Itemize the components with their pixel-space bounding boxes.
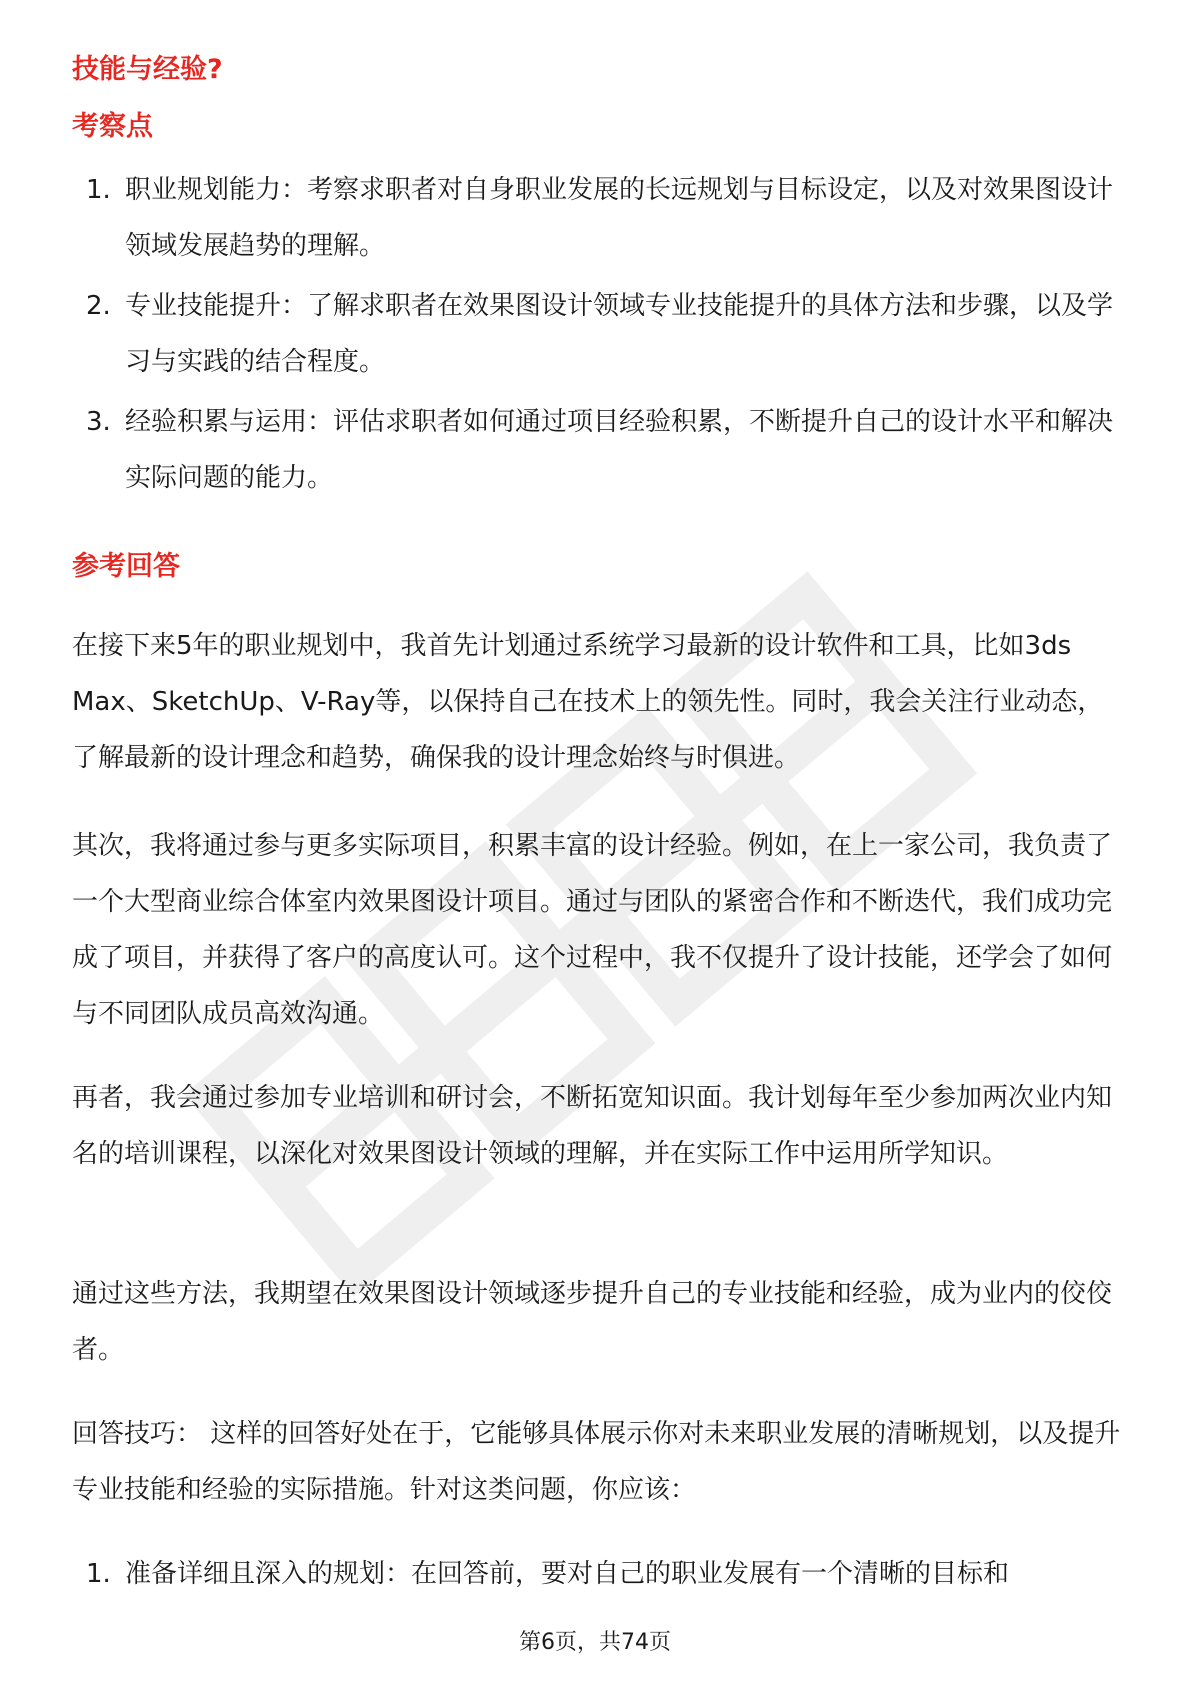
list-item: [72, 162, 1122, 274]
list-item: [72, 278, 1122, 390]
list-item: [72, 394, 1122, 506]
answer-heading: 参考回答: [72, 551, 180, 582]
points-list: [72, 162, 1122, 510]
list-number: 1.: [86, 1559, 111, 1589]
list-text: 准备详细且深入的规划：在回答前，要对自己的职业发展有一个清晰的目标和: [125, 1559, 1010, 1589]
list-text: 专业技能提升：了解求职者在效果图设计领域专业技能提升的具体方法和步骤，以及学习与实践的结合程度。: [125, 291, 1114, 377]
answer-paragraph: 在接下来5年的职业规划中，我首先计划通过系统学习最新的设计软件和工具，比如3ds Max、SketchUp、V-Ray等，以保持自己在技术上的领先性。同时，我会关注行业动态，了解最新的设计理念和趋势，确保我的设计理念始终与时俱进。: [72, 631, 1104, 773]
answer-paragraph: 其次，我将通过参与更多实际项目，积累丰富的设计经验。例如，在上一家公司，我负责了一个大型商业综合体室内效果图设计项目。通过与团队的紧密合作和不断迭代，我们成功完成了项目，并获得了客户的高度认可。这个过程中，我不仅提升了设计技能，还学会了如何与不同团队成员高效沟通。: [72, 831, 1113, 1029]
answer-paragraph: 通过这些方法，我期望在效果图设计领域逐步提升自己的专业技能和经验，成为业内的佼佼者。: [72, 1279, 1113, 1365]
list-text: 职业规划能力：考察求职者对自身职业发展的长远规划与目标设定，以及对效果图设计领域发展趋势的理解。: [125, 175, 1114, 261]
list-number: 1.: [86, 175, 111, 205]
tips-intro-paragraph: 回答技巧： 这样的回答好处在于，它能够具体展示你对未来职业发展的清晰规划，以及提升专业技能和经验的实际措施。针对这类问题，你应该：: [72, 1419, 1121, 1505]
list-item: [72, 1546, 1122, 1602]
list-text: 经验积累与运用：评估求职者如何通过项目经验积累，不断提升自己的设计水平和解决实际问题的能力。: [125, 407, 1114, 493]
question-heading: 技能与经验?: [72, 54, 223, 85]
list-number: 3.: [86, 407, 111, 437]
list-number: 2.: [86, 291, 111, 321]
tips-list: [72, 1546, 1122, 1606]
points-heading: 考察点: [72, 111, 153, 142]
answer-paragraph: 再者，我会通过参加专业培训和研讨会，不断拓宽知识面。我计划每年至少参加两次业内知名的培训课程，以深化对效果图设计领域的理解，并在实际工作中运用所学知识。: [72, 1083, 1113, 1169]
page-footer: 第6页，共74页: [519, 1630, 671, 1655]
